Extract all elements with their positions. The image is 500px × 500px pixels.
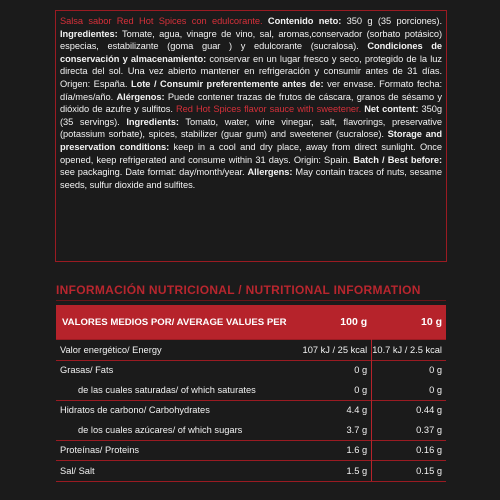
table-row-sugars	[56, 420, 446, 440]
table-row-fats	[56, 360, 446, 380]
ingredients-label-en: Ingredients:	[126, 116, 179, 127]
table-row-saturates	[56, 380, 446, 400]
nutrition-title: INFORMACIÓN NUTRICIONAL / NUTRITIONAL INFORMATION	[56, 283, 421, 297]
ingredients-paragraph	[60, 15, 442, 191]
row-value-10g: 0.15 g	[372, 461, 446, 482]
ingredients-text-es: Tomate, agua, vinagre de vino, sal, aromas,conservador (sorbato potásico) especias, estabilizante (goma guar ) y edulcorante (sucralosa).	[60, 28, 442, 52]
row-value-10g: 0.44 g	[372, 400, 446, 420]
storage-label-en: Storage and preservation conditions:	[60, 129, 442, 152]
lot-text-es: ver envase. Formato fecha: día/mes/año.	[60, 78, 442, 102]
row-value-100g: 0 g	[300, 360, 372, 380]
table-row-salt	[56, 461, 446, 482]
ingredients-text-en: Tomato, water, wine vinegar, salt, flavorings, preservative (potassium sorbate), spices, stabilizer (guar gum) and sweetener (sucralose).	[60, 116, 442, 140]
row-value-10g: 10.7 kJ / 2.5 kcal	[372, 340, 446, 361]
row-value-100g: 107 kJ / 25 kcal	[300, 340, 372, 361]
table-header-row	[56, 305, 446, 340]
product-name-es: Salsa sabor Red Hot Spices con edulcorante.	[60, 16, 263, 26]
nutrition-table	[56, 305, 446, 482]
row-value-10g: 0 g	[429, 384, 442, 395]
net-content-value-en: 350g (35 servings).	[60, 104, 442, 127]
row-label: Valor energético/ Energy	[56, 340, 300, 361]
lot-label-en: Batch / Best before:	[353, 154, 443, 165]
net-content-label-en: Net content:	[364, 104, 419, 115]
row-label: de los cuales azúcares/ of which sugars	[78, 424, 243, 435]
net-content-value-es: 350 g (35 porciones).	[341, 16, 442, 26]
allergens-text-en: May contain traces of nuts, sesame seeds, sulfur dioxide and sulfites.	[60, 167, 442, 190]
header-per-10g: 10 g	[372, 305, 446, 340]
header-per-100g: 100 g	[300, 305, 372, 340]
net-content-label-es: Contenido neto:	[267, 16, 342, 26]
header-label: VALORES MEDIOS POR/ AVERAGE VALUES PER	[56, 305, 300, 340]
row-label: Hidratos de carbono/ Carbohydrates	[56, 400, 300, 420]
allergens-label-en: Allergens:	[247, 167, 293, 178]
title-divider	[56, 300, 446, 301]
row-value-100g: 4.4 g	[300, 400, 372, 420]
table-row-proteins	[56, 440, 446, 461]
storage-text-es: conservar en un lugar fresco y seco, protegido de la luz directa del sol. Una vez abierto mantener en refrigeración y consumir antes de 31 días. Origen: España.	[60, 53, 443, 89]
ingredients-box	[55, 10, 447, 262]
allergens-text-es: Puede contener trazas de frutos de cáscara, granos de sésamo y dióxido de azufre y sulfitos.	[60, 91, 442, 115]
row-value-100g: 3.7 g	[300, 420, 372, 440]
product-name-en: Red Hot Spices flavor sauce with sweetener.	[176, 104, 362, 115]
allergens-label-es: Alérgenos:	[116, 91, 165, 102]
row-value-100g: 0 g	[300, 380, 372, 400]
ingredients-label-es: Ingredientes:	[60, 28, 118, 39]
lot-label-es: Lote / Consumir preferentemente antes de:	[131, 78, 324, 89]
row-label: Sal/ Salt	[56, 461, 300, 482]
storage-text-en: keep in a cool and dry place, away from direct sunlight. Once opened, keep refrigerated and consume within 31 days. Origin: Spain.	[60, 141, 442, 165]
row-label: Grasas/ Fats	[56, 360, 300, 380]
row-value-100g: 1.6 g	[300, 440, 372, 461]
row-value-10g: 0 g	[372, 360, 446, 380]
row-value-10g: 0.16 g	[372, 440, 446, 461]
row-label: Proteínas/ Proteins	[56, 440, 300, 461]
lot-text-en: see packaging. Date format: day/month/year.	[60, 167, 245, 178]
row-label: de las cuales saturadas/ of which saturates	[78, 384, 256, 395]
row-value-10g: 0.37 g	[416, 424, 442, 435]
table-row-carbohydrates	[56, 400, 446, 420]
storage-label-es: Condiciones de conservación y almacenamiento:	[60, 41, 442, 64]
row-value-100g: 1.5 g	[300, 461, 372, 482]
table-row-energy	[56, 340, 446, 361]
